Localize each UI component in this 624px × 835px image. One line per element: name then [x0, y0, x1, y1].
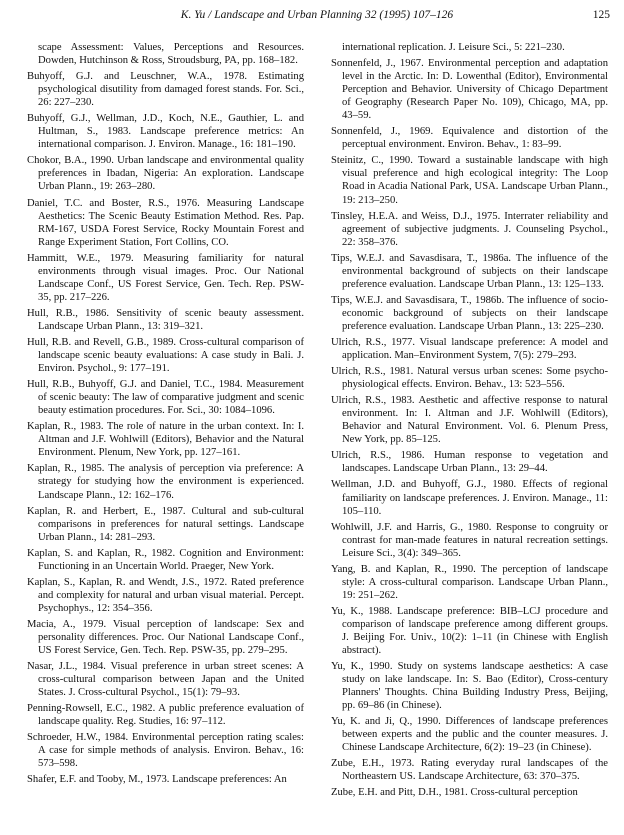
reference-entry: Ulrich, R.S., 1981. Natural versus urban scenes: Some psycho-physiological effects. Environ. Behav., 13: 523–556.: [331, 366, 608, 391]
reference-entry: Kaplan, S., Kaplan, R. and Wendt, J.S., 1972. Rated preference and complexity for natural and urban visual material. Percept. Psychophys., 12: 354–356.: [27, 576, 304, 614]
reference-entry: Zube, E.H., 1973. Rating everyday rural landscapes of the Northeastern US. Landscape Architecture, 63: 370–375.: [331, 758, 608, 783]
reference-entry: Chokor, B.A., 1990. Urban landscape and environmental quality preferences in Ibadan, Nigeria: An exploration. Landscape Urban Plann., 19: 263–280.: [27, 155, 304, 193]
reference-entry: Hull, R.B., 1986. Sensitivity of scenic beauty assessment. Landscape Urban Plann., 13: 319–321.: [27, 307, 304, 332]
reference-entry: Steinitz, C., 1990. Toward a sustainable landscape with high visual preference and high ecological integrity: The Loop Road in Acadia National Park, USA. Landscape Urban Plann., 19: 213–250.: [331, 155, 608, 206]
reference-entry: Schroeder, H.W., 1984. Environmental perception rating scales: A case for simple methods of analysis. Environ. Behav., 16: 573–598.: [27, 732, 304, 770]
reference-entry: Buhyoff, G.J. and Leuschner, W.A., 1978. Estimating psychological disutility from damaged forest stands. For. Sci., 26: 227–230.: [27, 71, 304, 109]
page-number: 125: [592, 9, 610, 21]
reference-entry: Buhyoff, G.J., Wellman, J.D., Koch, N.E., Gauthier, L. and Hultman, S., 1983. Landscape preference metrics: An international comparison. J. Environ. Manage., 16: 181–190.: [27, 113, 304, 151]
reference-entry: Kaplan, S. and Kaplan, R., 1982. Cognition and Environment: Functioning in an Uncertain World. Praeger, New York.: [27, 547, 304, 572]
reference-entry: Ulrich, R.S., 1986. Human response to vegetation and landscapes. Landscape Urban Plann., 13: 29–44.: [331, 450, 608, 475]
reference-entry: Wellman, J.D. and Buhyoff, G.J., 1980. Effects of regional familiarity on landscape preferences. J. Environ. Manage., 11: 105–110.: [331, 479, 608, 517]
running-title: K. Yu / Landscape and Urban Planning 32 (1995) 107–126: [180, 9, 454, 21]
reference-entry: Tips, W.E.J. and Savasdisara, T., 1986b. The influence of socio-economic background of subjects on their landscape preference evaluation. Landscape Urban Plann., 13: 225–230.: [331, 294, 608, 332]
reference-entry: Kaplan, R., 1985. The analysis of perception via preference: A strategy for studying how the environment is experienced. Landscape Plann., 12: 162–176.: [27, 463, 304, 501]
reference-entry: Tips, W.E.J. and Savasdisara, T., 1986a. The influence of the environmental background of subjects on their landscape preference evaluation. Landscape Urban Plann., 13: 125–133.: [331, 252, 608, 290]
reference-entry: Zube, E.H. and Pitt, D.H., 1981. Cross-cultural perception: [331, 787, 578, 799]
reference-entry: Tinsley, H.E.A. and Weiss, D.J., 1975. Interrater reliability and agreement of subjective judgments. J. Counseling Psychol., 22: 358–376.: [331, 210, 608, 248]
reference-entry: Sonnenfeld, J., 1967. Environmental perception and adaptation level in the Arctic. In: D. Lowenthal (Editor), Environmental Perception and Behavior. University of Chicago Department of Geography (Research Paper No. 109), Chicago, MA, pp. 43–59.: [331, 58, 608, 122]
reference-entry: Hammitt, W.E., 1979. Measuring familiarity for natural environments through visual images. Proc. Our National Landscape Conf., US Forest Service, Gen. Tech. Rep. PSW-35, pp. 217–226.: [27, 252, 304, 303]
reference-entry: Shafer, E.F. and Tooby, M., 1973. Landscape preferences: An: [27, 774, 287, 786]
page-header: [24, 9, 610, 25]
reference-entry: Yu, K., 1988. Landscape preference: BIB–LCJ procedure and comparison of landscape preference among different groups. J. Beijing For. Univ., 10(2): 1–11 (in Chinese with English abstract).: [331, 605, 608, 657]
reference-entry: Ulrich, R.S., 1977. Visual landscape preference: A model and application. Man–Environment System, 7(5): 279–293.: [331, 336, 608, 362]
references-left-column: [27, 41, 304, 789]
reference-entry: Kaplan, R. and Herbert, E., 1987. Cultural and sub-cultural comparisons in preferences for natural settings. Landscape Urban Plann., 14: 281–293.: [27, 505, 304, 543]
references-right-column: [331, 41, 608, 803]
reference-entry: international replication. J. Leisure Sci., 5: 221–230.: [342, 42, 565, 53]
reference-entry: Sonnenfeld, J., 1969. Equivalence and distortion of the perceptual environment. Environ. Behav., 1: 83–99.: [331, 126, 608, 151]
reference-entry: Hull, R.B. and Revell, G.B., 1989. Cross-cultural comparison of landscape scenic beauty evaluations: A case study in Bali. J. Environ. Psychol., 9: 177–191.: [27, 336, 304, 375]
reference-entry: Yu, K. and Ji, Q., 1990. Differences of landscape preferences between experts and the public and the counter measures. J. Chinese Landscape Architecture, 6(2): 19–23 (in Chinese).: [331, 716, 608, 754]
reference-entry: Kaplan, R., 1983. The role of nature in the urban context. In: I. Altman and J.F. Wohlwill (Editors), Behavior and the Natural Environment. Plenum, New York, pp. 127–161.: [27, 421, 304, 459]
reference-entry: Yu, K., 1990. Study on systems landscape aesthetics: A case study on lake landscape. In: S. Bao (Editor), Cross-century Planners' Thoughts. China Building Industry Press, Beijing, pp. 69–86 (in Chinese).: [331, 661, 608, 712]
reference-entry: Yang, B. and Kaplan, R., 1990. The perception of landscape style: A cross-cultural comparison. Landscape Urban Plann., 19: 251–262.: [331, 563, 608, 601]
reference-entry: Wohlwill, J.F. and Harris, G., 1980. Response to congruity or contrast for man-made features in natural recreation settings. Leisure Sci., 3(4): 349–365.: [331, 521, 608, 559]
reference-entry: Nasar, J.L., 1984. Visual preference in urban street scenes: A cross-cultural comparison between Japan and the United States. J. Cross-cultural Psychol., 15(1): 79–93.: [27, 661, 304, 699]
reference-entry: Penning-Rowsell, E.C., 1982. A public preference evaluation of landscape quality. Reg. Studies, 16: 97–112.: [27, 703, 304, 728]
reference-entry: scape Assessment: Values, Perceptions and Resources. Dowden, Hutchinson & Ross, Stroudsburg, PA, pp. 168–182.: [38, 42, 304, 67]
reference-entry: Daniel, T.C. and Boster, R.S., 1976. Measuring Landscape Aesthetics: The Scenic Beauty Estimation Method. Res. Pap. RM-167, USDA Forest Service, Rocky Mountain Forest and Range Experiment Station, Fort Collins, CO.: [27, 197, 304, 248]
reference-entry: Macia, A., 1979. Visual perception of landscape: Sex and personality differences. Proc. Our National Landscape Conf., US Forest Service, Gen. Tech. Rep. PSW-35, pp. 279–295.: [27, 618, 304, 657]
reference-entry: Hull, R.B., Buhyoff, G.J. and Daniel, T.C., 1984. Measurement of scenic beauty: The law of comparative judgment and scenic beauty estimation procedures. For. Sci., 30: 1084–1096.: [27, 379, 304, 417]
reference-entry: Ulrich, R.S., 1983. Aesthetic and affective response to natural environment. In: I. Altman and J.F. Wohlwill (Editors), Behavior and Natural Environment. Vol. 6. Plenum Press, New York, pp. 85–125.: [331, 395, 608, 446]
